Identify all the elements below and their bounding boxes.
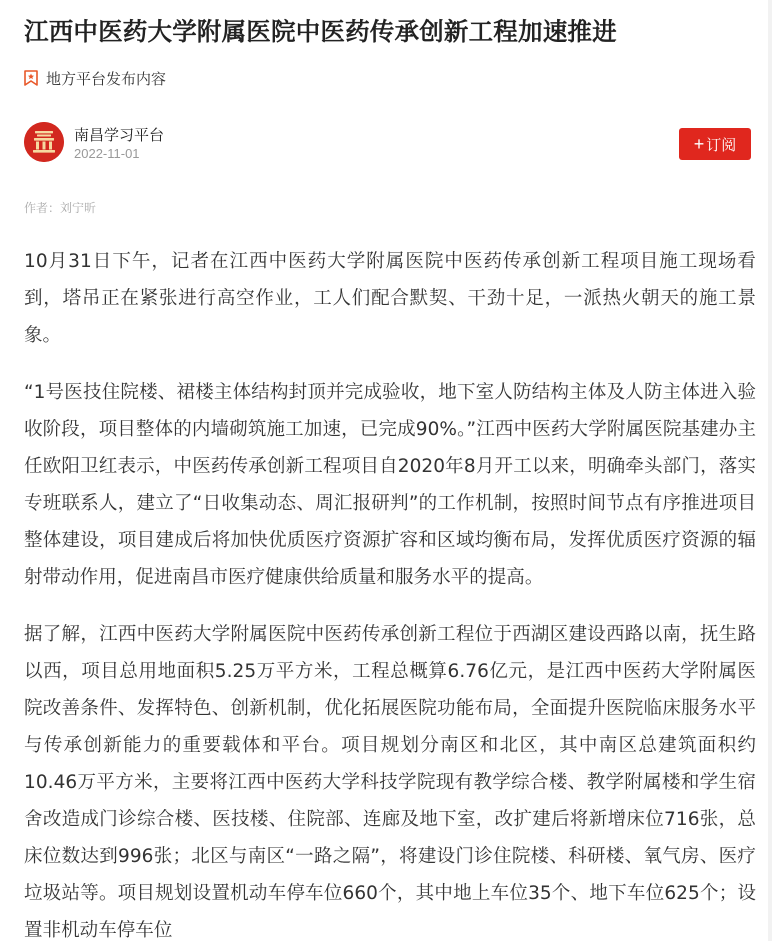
- plus-icon: +: [693, 134, 705, 154]
- source-tag-label: 地方平台发布内容: [46, 70, 167, 88]
- article-paragraph: 据了解，江西中医药大学附属医院中医药传承创新工程位于西湖区建设西路以南，抚生路以西，项目总用地面积5.25万平方米，工程总概算6.76亿元，是江西中医药大学附属医院改善条件、发挥特色、创新机制，优化拓展医院功能布局，全面提升医院临床服务水平与传承创新能力的重要载体和平台。项目规划分南区和北区，其中南区总建筑面积约10.46万平方米，主要将江西中医药大学科技学院现有教学综合楼、教学附属楼和学生宿舍改造成门诊综合楼、医技楼、住院部、连廊及地下室，改扩建后将新增床位716张，总床位数达到996张；北区与南区“一路之隔”，将建设门诊住院楼、科研楼、氧气房、医疗垃圾站等。项目规划设置机动车停车位660个，其中地上车位35个、地下车位625个；设置非机动车停车位: [24, 624, 756, 941]
- article-title: 江西中医药大学附属医院中医药传承创新工程加速推进: [24, 17, 617, 46]
- publisher-avatar[interactable]: [24, 122, 64, 162]
- publisher-bar: [24, 122, 751, 168]
- publish-date: 2022-11-01: [74, 146, 140, 161]
- article-paragraph: “1号医技住院楼、裙楼主体结构封顶并完成验收，地下室人防结构主体及人防主体进入验收阶段，项目整体的内墙砌筑施工加速，已完成90%。”江西中医药大学附属医院基建办主任欧阳卫红表示，中医药传承创新工程项目自2020年8月开工以来，明确牵头部门，落实专班联系人，建立了“日收集动态、周汇报研判”的工作机制，按照时间节点有序推进项目整体建设，项目建成后将加快优质医疗资源扩容和区域均衡布局，发挥优质医疗资源的辐射带动作用，促进南昌市医疗健康供给质量和服务水平的提高。: [24, 382, 756, 588]
- page-scrollbar[interactable]: [768, 0, 772, 941]
- subscribe-label: 订阅: [706, 136, 737, 154]
- article-body: [24, 243, 756, 941]
- publisher-name[interactable]: 南昌学习平台: [74, 127, 165, 144]
- publisher-logo-icon: [24, 122, 64, 162]
- source-tag: [24, 66, 166, 90]
- article-paragraph: 10月31日下午，记者在江西中医药大学附属医院中医药传承创新工程项目施工现场看到，塔吊正在紧张进行高空作业，工人们配合默契、干劲十足，一派热火朝天的施工景象。: [24, 251, 756, 346]
- author-credit: 作者：刘宁昕: [24, 201, 97, 215]
- bookmark-badge-icon: [24, 70, 38, 86]
- subscribe-button[interactable]: [679, 128, 751, 160]
